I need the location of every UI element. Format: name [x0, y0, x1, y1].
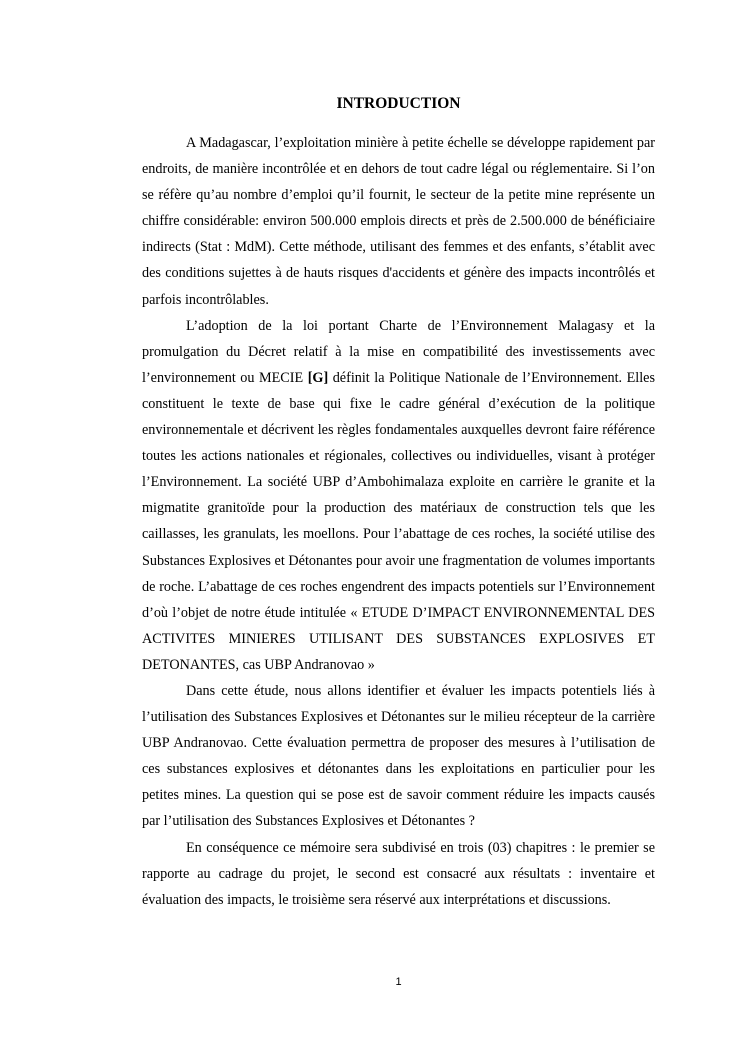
paragraph-2-text-after: définit la Politique Nationale de l’Environnement. Elles constituent le texte de base qui fixe le cadre général d’exécution de la politique environnementale et décrivent les règles fondamentales auxquelles devront faire référence toutes les actions nationales et régionales, collectives ou individuelles, visant à protéger l’Environnement. La société UBP d’Ambohimalaza exploite en carrière le granite et la migmatite granitoïde pour la production des matériaux de construction tels que les caillasses, les granulats, les moellons. Pour l’abattage de ces roches, la société utilise des Substances Explosives et Détonantes pour avoir une fragmentation de volumes importants de roche. L’abattage de ces roches engendrent des impacts potentiels sur l’Environnement d’où l’objet de notre étude intitulée « ETUDE D’IMPACT ENVIRONNEMENTAL DES ACTIVITES MINIERES UTILISANT DES SUBSTANCES EXPLOSIVES ET DETONANTES, cas UBP Andranovao »	[142, 369, 655, 673]
paragraph-2-text-before: L’adoption de la loi portant Charte de l’Environnement Malagasy et la promulgation du Décret relatif à la mise en compatibilité des investissements avec l’environnement ou MECIE	[142, 317, 655, 386]
paragraph-2	[142, 313, 655, 678]
page-number: 1	[395, 976, 402, 988]
page-title: INTRODUCTION	[336, 95, 461, 112]
paragraph-4: En conséquence ce mémoire sera subdivisé en trois (03) chapitres : le premier se rapporte au cadrage du projet, le second est consacré aux résultats : inventaire et évaluation des impacts, le troisième sera réservé aux interprétations et discussions.	[142, 839, 655, 908]
reference-marker: [G]	[307, 369, 329, 386]
paragraph-3: Dans cette étude, nous allons identifier et évaluer les impacts potentiels liés à l’utilisation des Substances Explosives et Détonantes sur le milieu récepteur de la carrière UBP Andranovao. Cette évaluation permettra de proposer des mesures à l’utilisation de ces substances explosives et détonantes dans les exploitations en particulier pour les petites mines. La question qui se pose est de savoir comment réduire les impacts causés par l’utilisation des Substances Explosives et Détonantes ?	[142, 682, 655, 830]
paragraph-1: A Madagascar, l’exploitation minière à petite échelle se développe rapidement par endroits, de manière incontrôlée et en dehors de tout cadre légal ou réglementaire. Si l’on se réfère qu’au nombre d’emploi qu’il fournit, le secteur de la petite mine représente un chiffre considérable: environ 500.000 emplois directs et près de 2.500.000 de bénéficiaire indirects (Stat : MdM). Cette méthode, utilisant des femmes et des enfants, s’établit avec des conditions sujettes à de hauts risques d'accidents et génère des impacts incontrôlés et parfois incontrôlables.	[142, 135, 655, 308]
body-text	[142, 130, 655, 913]
